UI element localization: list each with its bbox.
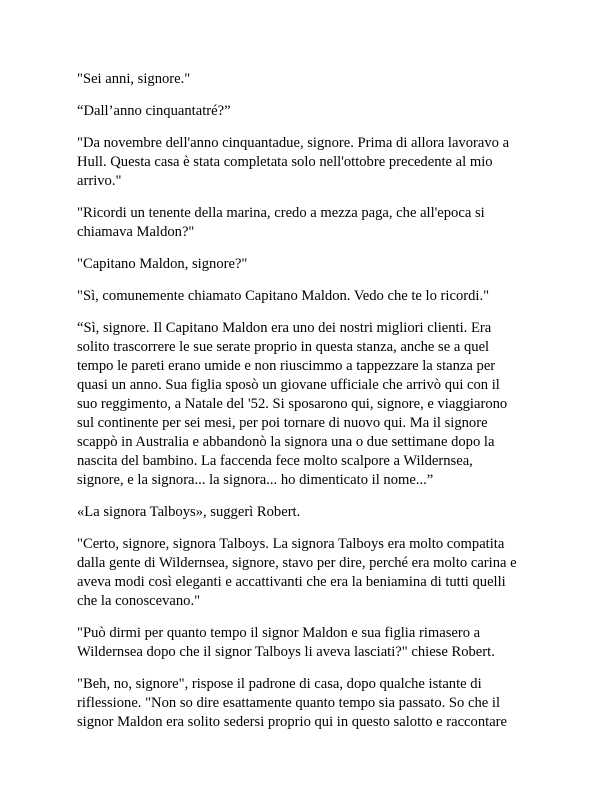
paragraph: "Da novembre dell'anno cinquantadue, signore. Prima di allora lavoravo a Hull. Questa casa è stata completata solo nell'ottobre precedente al mio arrivo." — [77, 135, 510, 189]
paragraph: "Capitano Maldon, signore?" — [77, 256, 248, 272]
paragraph: “Sì, signore. Il Capitano Maldon era uno dei nostri migliori clienti. Era solito trascorrere le sue serate proprio in questa stanza, anche se a quel tempo le pareti erano umide e non riuscimmo a tappezzare la stanza per quasi un anno. Sua figlia sposò un giovane ufficiale che arrivò qui con il suo reggimento, a Natale del '52. Si sposarono qui, signore, e viaggiarono sul continente per sei mesi, per poi tornare di nuovo qui. Ma il signore scappò in Australia e abbandonò la signora una o due settimane dopo la nascita del bambino. La faccenda fece molto scalpore a Wildernsea, signore, e la signora... la signora... ho dimenticato il nome...” — [77, 320, 508, 488]
paragraph: “Dall’anno cinquantatré?” — [77, 103, 231, 119]
paragraph: "Sì, comunemente chiamato Capitano Maldon. Vedo che te lo ricordi." — [77, 288, 490, 304]
paragraph: "Può dirmi per quanto tempo il signor Maldon e sua figlia rimasero a Wildernsea dopo che il signor Talboys li aveva lasciati?" chiese Robert. — [77, 625, 495, 660]
paragraph: "Certo, signore, signora Talboys. La signora Talboys era molto compatita dalla gente di Wildernsea, signore, stavo per dire, perché era molto carina e aveva modi così eleganti e accattivanti che era la beniamina di tutti quelli che la conoscevano." — [77, 536, 517, 609]
body-text — [77, 70, 547, 745]
paragraph: «La signora Talboys», suggerì Robert. — [77, 504, 301, 520]
paragraph: "Ricordi un tenente della marina, credo a mezza paga, che all'epoca si chiamava Maldon?" — [77, 205, 485, 240]
paragraph: "Beh, no, signore", rispose il padrone di casa, dopo qualche istante di riflessione. "Non so dire esattamente quanto tempo sia passato. So che il signor Maldon era solito sedersi proprio qui in questo salotto e raccontare — [77, 676, 508, 730]
paragraph: "Sei anni, signore." — [77, 71, 191, 87]
